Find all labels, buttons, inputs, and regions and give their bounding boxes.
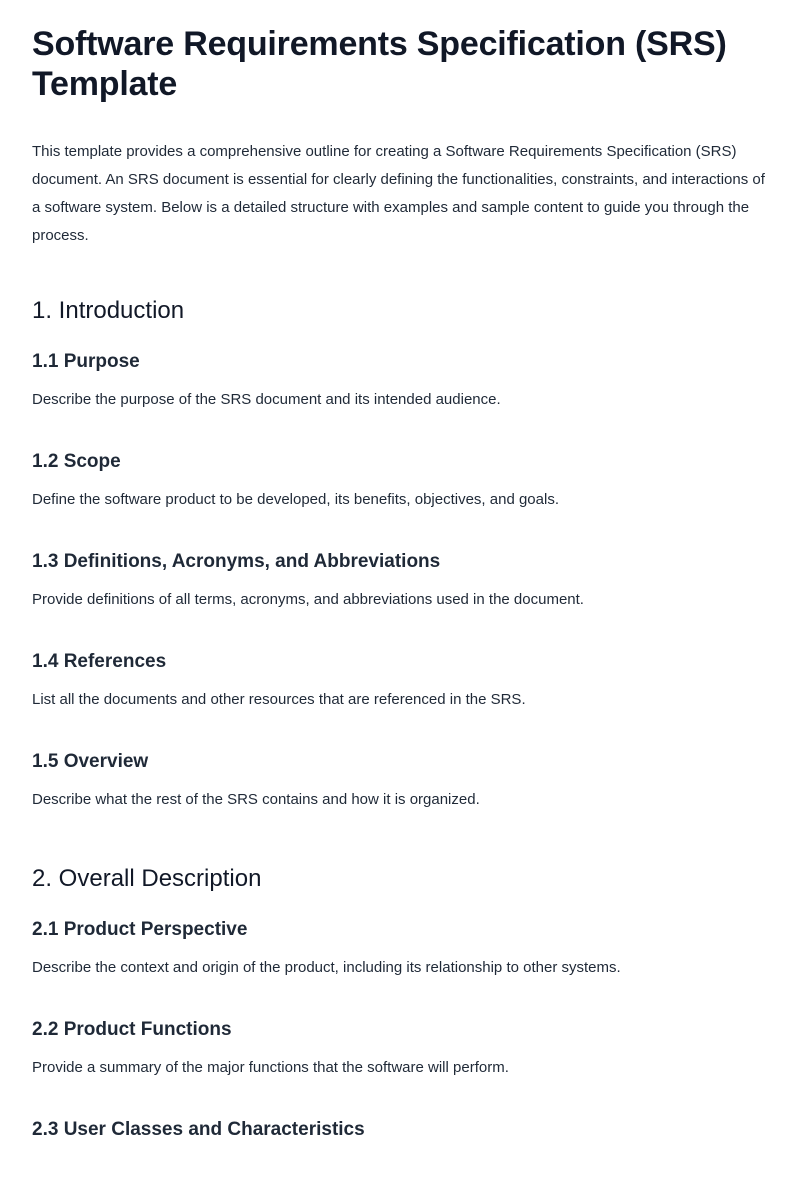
subsection-purpose: [32, 350, 768, 410]
section-heading: 2. Overall Description: [32, 865, 262, 892]
subsection-heading: 2.1 Product Perspective: [32, 919, 248, 940]
subsection-heading: 1.4 References: [32, 651, 167, 672]
document-title: Software Requirements Specification (SRS) Template: [32, 25, 727, 103]
subsection-heading: 1.5 Overview: [32, 751, 149, 772]
subsection-text: Provide definitions of all terms, acronyms, and abbreviations used in the document.: [32, 591, 584, 608]
subsection-user-classes: [32, 1118, 768, 1142]
section-introduction: [32, 296, 768, 810]
subsection-text: List all the documents and other resources that are referenced in the SRS.: [32, 691, 526, 708]
section-overall-description: [32, 864, 768, 1142]
subsection-heading: 1.3 Definitions, Acronyms, and Abbreviations: [32, 551, 441, 572]
subsection-text: Describe the purpose of the SRS document and its intended audience.: [32, 391, 501, 408]
subsection-product-functions: [32, 1018, 768, 1078]
document-intro: This template provides a comprehensive outline for creating a Software Requirements Specification (SRS) document. An SRS document is essential for clearly defining the functionalities, constraints, and interactions of a software system. Below is a detailed structure with examples and sample content to guide you through the process.: [32, 143, 765, 244]
subsection-heading: 2.3 User Classes and Characteristics: [32, 1119, 365, 1140]
subsection-definitions: [32, 550, 768, 610]
subsection-heading: 1.1 Purpose: [32, 351, 140, 372]
subsection-references: [32, 650, 768, 710]
subsection-text: Describe the context and origin of the product, including its relationship to other systems.: [32, 959, 621, 976]
section-spacer: [32, 850, 768, 864]
subsection-text: Describe what the rest of the SRS contains and how it is organized.: [32, 791, 480, 808]
subsection-product-perspective: [32, 918, 768, 978]
subsection-heading: 2.2 Product Functions: [32, 1019, 232, 1040]
subsection-text: Provide a summary of the major functions that the software will perform.: [32, 1059, 509, 1076]
subsection-text: Define the software product to be developed, its benefits, objectives, and goals.: [32, 491, 559, 508]
subsection-overview: [32, 750, 768, 810]
subsection-heading: 1.2 Scope: [32, 451, 121, 472]
section-heading: 1. Introduction: [32, 297, 185, 324]
subsection-scope: [32, 450, 768, 510]
